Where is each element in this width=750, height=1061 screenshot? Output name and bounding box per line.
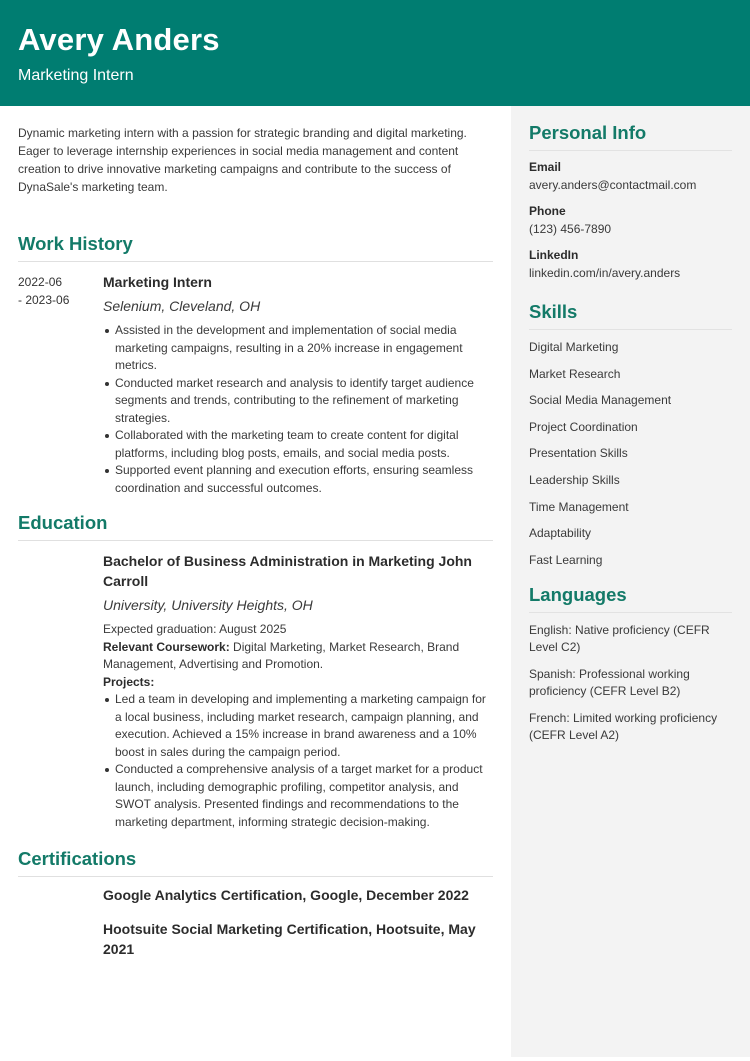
project-bullet: Conducted a comprehensive analysis of a target market for a product launch, including demographic profiling, competitor analysis, and SWOT analysis. Presented findings and recommendations to the marketing department, informing strategic decision-making. [115, 761, 493, 831]
skill-item: Presentation Skills [529, 446, 628, 461]
email-value[interactable]: avery.anders@contactmail.com [529, 177, 697, 192]
job-bullet: Supported event planning and execution efforts, ensuring seamless coordination and successful outcomes. [115, 462, 493, 497]
degree-title: Bachelor of Business Administration in Marketing John Carroll [103, 553, 472, 589]
education-entry [18, 551, 493, 831]
phone-value[interactable]: (123) 456-7890 [529, 221, 612, 236]
education-heading: Education [18, 512, 493, 541]
skill-item: Project Coordination [529, 419, 638, 434]
skill-item: Digital Marketing [529, 340, 619, 354]
project-bullet: Led a team in developing and implementing a marketing campaign for a local business, including market research, campaign planning, and execution. Achieved a 15% increase in brand awareness and a 10% boost in sales during the campaign period. [115, 691, 493, 761]
job-bullet: Collaborated with the marketing team to create content for digital platforms, including blog posts, emails, and social media posts. [115, 427, 493, 462]
skill-item: Time Management [529, 499, 629, 514]
certifications-list [103, 885, 493, 959]
work-entry [18, 272, 493, 497]
professional-summary: Dynamic marketing intern with a passion for strategic branding and digital marketing. Eager to leverage internship experiences in social media management and content creation to drive innovative marketing campaigns and contribute to the success of DynaSale's marketing team. [18, 126, 467, 194]
coursework-label: Relevant Coursework: [103, 639, 230, 654]
skills-list [529, 339, 732, 569]
personal-info-heading: Personal Info [529, 122, 732, 151]
certification-item: Google Analytics Certification, Google, December 2022 [103, 887, 469, 903]
certifications-heading: Certifications [18, 848, 493, 877]
work-history-heading: Work History [18, 233, 493, 262]
coursework-value: Digital Marketing, Market Research, Brand Management, Advertising and Promotion. [103, 639, 460, 671]
candidate-role: Marketing Intern [18, 67, 134, 84]
coursework [103, 639, 493, 674]
languages-list [529, 622, 732, 745]
skill-item: Market Research [529, 366, 621, 381]
language-item: English: Native proficiency (CEFR Level C2) [529, 622, 710, 655]
phone-label: Phone [529, 204, 566, 218]
job-company: Selenium, Cleveland, OH [103, 298, 261, 314]
job-title: Marketing Intern [103, 274, 212, 290]
job-bullet: Assisted in the development and implementation of social media marketing campaigns, resulting in a 20% increase in engagement metrics. [115, 322, 493, 375]
certification-item: Hootsuite Social Marketing Certification, Hootsuite, May 2021 [103, 921, 476, 957]
linkedin-label: LinkedIn [529, 248, 579, 262]
skill-item: Leadership Skills [529, 472, 620, 487]
projects-label: Projects: [103, 674, 155, 689]
sidebar [511, 106, 750, 1057]
date-end: - 2023-06 [18, 293, 70, 307]
email-block [529, 159, 732, 194]
linkedin-value[interactable]: linkedin.com/in/avery.anders [529, 265, 681, 280]
skill-item: Adaptability [529, 526, 592, 541]
language-item: Spanish: Professional working proficiency (CEFR Level B2) [529, 666, 690, 699]
graduation-date: Expected graduation: August 2025 [103, 622, 287, 636]
job-bullets [103, 322, 493, 497]
skill-item: Fast Learning [529, 552, 603, 567]
skills-heading: Skills [529, 301, 732, 330]
project-bullets [103, 691, 493, 831]
phone-block [529, 203, 732, 238]
work-dates [18, 273, 98, 309]
linkedin-block [529, 247, 732, 282]
skill-item: Social Media Management [529, 393, 672, 408]
main-column [18, 106, 493, 973]
date-start: 2022-06 [18, 275, 63, 289]
language-item: French: Limited working proficiency (CEFR Level A2) [529, 710, 718, 743]
school-location: University, University Heights, OH [103, 597, 313, 613]
candidate-name: Avery Anders [18, 22, 220, 57]
resume-header [0, 0, 750, 106]
languages-heading: Languages [529, 584, 732, 613]
email-label: Email [529, 160, 562, 174]
job-bullet: Conducted market research and analysis to identify target audience segments and trends, contributing to the refinement of marketing strategies. [115, 375, 493, 428]
